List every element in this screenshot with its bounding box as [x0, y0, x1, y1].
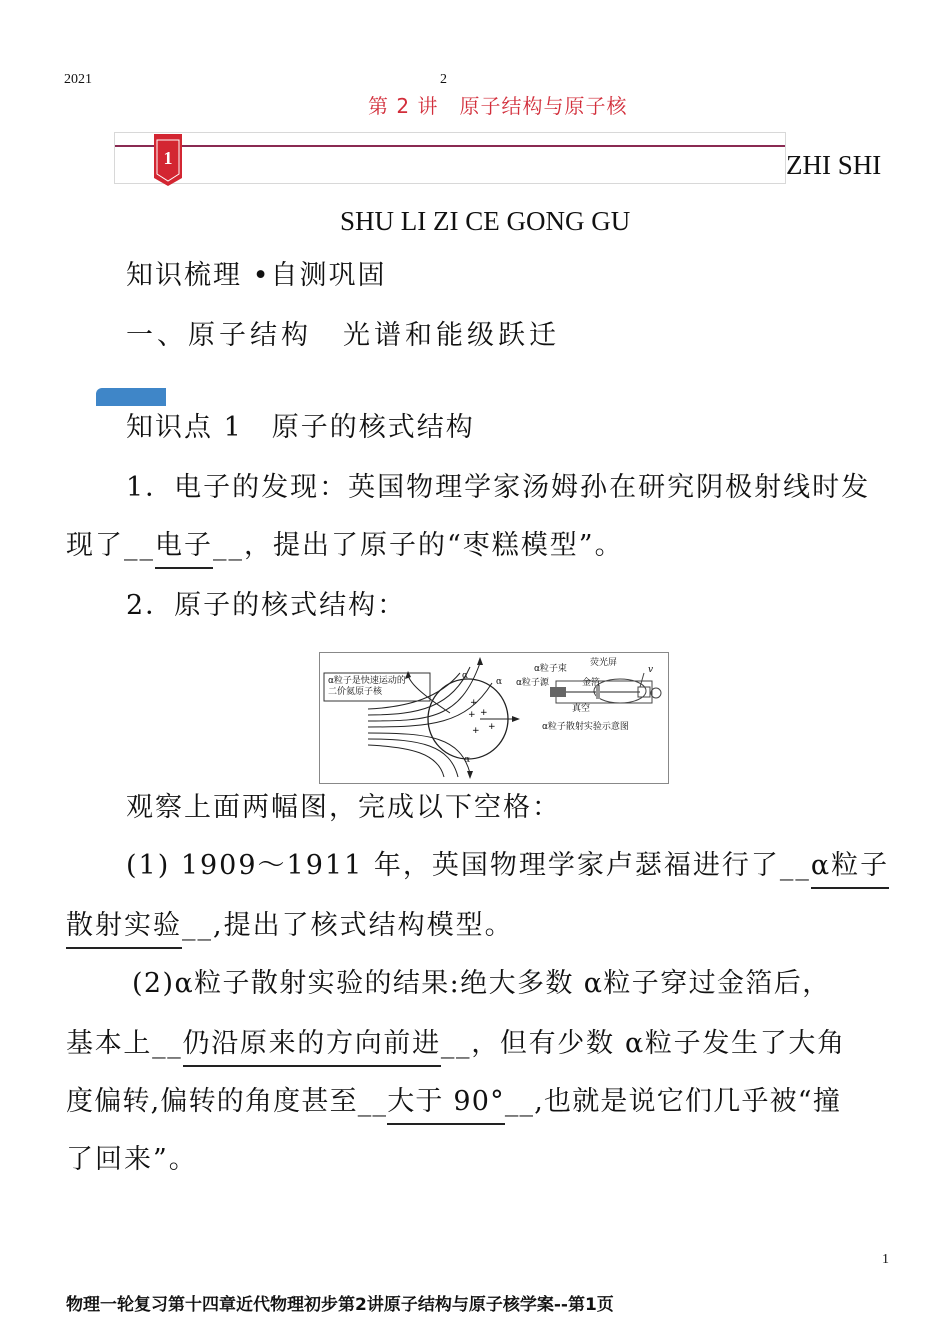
questions-intro: 观察上面两幅图，完成以下空格：: [126, 792, 561, 823]
paragraph-1-line-2: [66, 532, 624, 559]
svg-text:+: +: [480, 708, 488, 718]
alpha-label-bottom: α: [464, 755, 471, 765]
knowledge-tab-marker: [96, 388, 166, 406]
figure-caption: α粒子散射实验示意图: [542, 722, 629, 732]
answer-greater-than-90: 大于 90°: [387, 1086, 505, 1117]
question-2-line-1: (2)α粒子散射实验的结果:绝大多数 α粒子穿过金箔后，: [132, 968, 831, 999]
scattering-figure: [319, 652, 669, 784]
answer-scattering-experiment: 散射实验: [66, 910, 182, 941]
pinyin-line-2: SHU LI ZI CE GONG GU: [340, 206, 631, 236]
svg-text:+: +: [472, 726, 480, 736]
lecture-title: 第 2 讲 原子结构与原子核: [368, 94, 628, 118]
paragraph-2: 2．原子的核式结构：: [126, 590, 407, 621]
question-1-line-2: [66, 912, 514, 939]
alpha-label-right: α: [496, 677, 503, 687]
answer-alpha-particle: α粒子: [810, 850, 890, 881]
p1-suffix: __，提出了原子的“枣糕模型”。: [213, 530, 624, 561]
svg-text:+: +: [488, 722, 496, 732]
banner-rule: [115, 145, 785, 147]
section-subheading: 一、原子结构 光谱和能级跃迁: [126, 320, 560, 351]
svg-text:+: +: [468, 710, 476, 720]
label-alpha-source: α粒子源: [516, 678, 549, 688]
label-foil: 金箔: [582, 678, 601, 688]
q1-prefix: (1) 1909～1911 年，英国物理学家卢瑟福进行了__: [126, 850, 811, 881]
alpha-label-top: α: [462, 671, 469, 681]
question-2-line-2: [66, 1030, 846, 1057]
page-number: 1: [882, 1252, 889, 1267]
paragraph-1-line-1: 1．电子的发现：英国物理学家汤姆孙在研究阴极射线时发: [126, 472, 871, 503]
label-velocity: v: [648, 665, 654, 675]
label-alpha-beam: α粒子束: [534, 664, 567, 674]
page-mark: 2: [440, 72, 447, 87]
section-banner: [114, 132, 786, 184]
badge-number: 1: [163, 148, 173, 168]
footer-doc-title: 物理一轮复习第十四章近代物理初步第2讲原子结构与原子核学案--第1页: [66, 1295, 614, 1315]
knowledge-point-title: 知识点 1 原子的核式结构: [126, 412, 475, 443]
q1-suffix: __,提出了核式结构模型。: [182, 910, 514, 941]
answer-straight-path: 仍沿原来的方向前进: [182, 1028, 441, 1059]
section-heading: 知识梳理 •自测巩固: [126, 260, 387, 291]
q2c-prefix: 度偏转,偏转的角度甚至__: [66, 1086, 388, 1117]
question-2-line-3: [66, 1088, 841, 1115]
label-vacuum: 真空: [572, 704, 591, 714]
q2-prefix: 基本上__: [66, 1028, 183, 1059]
question-2-line-4: 了回来”。: [66, 1144, 198, 1175]
answer-electron: 电子: [155, 530, 213, 561]
figure-left-label-line-2: 二价氦原子核: [328, 687, 383, 697]
svg-text:+: +: [470, 698, 478, 708]
figure-left-label: [328, 676, 406, 698]
pinyin-line-1: ZHI SHI: [786, 150, 882, 180]
year-label: 2021: [64, 72, 92, 87]
q2-middle: __，但有少数 α粒子发生了大角: [440, 1028, 846, 1059]
figure-left-label-line-1: α粒子是快速运动的: [328, 676, 406, 686]
label-screen: 荧光屏: [590, 658, 618, 668]
p1-prefix: 现了__: [66, 530, 155, 561]
q2c-suffix: __,也就是说它们几乎被“撞: [504, 1086, 842, 1117]
number-badge: [154, 134, 182, 186]
question-1-line-1: [126, 852, 889, 879]
